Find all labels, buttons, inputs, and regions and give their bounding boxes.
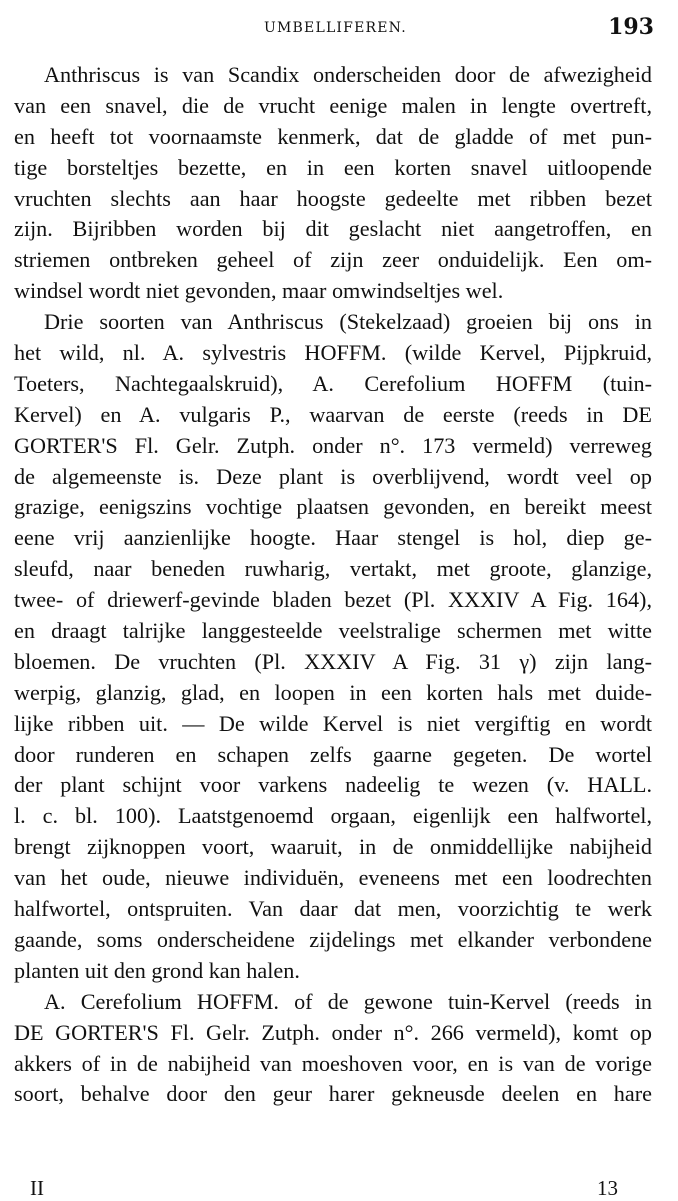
text-line: eene vrij aanzienlijke hoogte. Haar stengel is hol, diep ge- [14,525,652,551]
text-line: de algemeenste is. Deze plant is overblijvend, wordt veel op [14,463,652,489]
text-line: Kervel) en A. vulgaris P., waarvan de eerste (reeds in DE [14,401,652,427]
text-line: der plant schijnt voor varkens nadeelig te wezen (v. HALL. [14,772,652,798]
text-line: van het oude, nieuwe individuën, eveneens met een loodrechten [14,865,652,891]
text-line: GORTER'S Fl. Gelr. Zutph. onder n°. 173 vermeld) verreweg [14,432,652,458]
page-footer [30,1176,618,1200]
text-line: tige borsteltjes bezette, en in een korten snavel uitloopende [14,154,652,180]
body-text [14,60,652,1110]
text-line: het wild, nl. A. sylvestris HOFFM. (wilde Kervel, Pijpkruid, [14,340,652,366]
text-line: akkers of in de nabijheid van moeshoven voor, en is van de vorige [14,1050,652,1076]
text-line: DE GORTER'S Fl. Gelr. Zutph. onder n°. 266 vermeld), komt op [14,1019,652,1045]
text-line: en heeft tot voornaamste kenmerk, dat de gladde of met pun- [14,123,652,149]
page-number: 193 [608,14,654,40]
text-line: brengt zijknoppen voort, waaruit, in de onmiddellijke nabijheid [14,834,652,860]
text-line: sleufd, naar beneden ruwharig, vertakt, met groote, glanzige, [14,556,652,582]
text-line: Anthriscus is van Scandix onderscheiden door de afwezigheid [44,62,652,87]
text-line: windsel wordt niet gevonden, maar omwindseltjes wel. [14,278,504,304]
text-line: lijke ribben uit. — De wilde Kervel is niet vergiftig en wordt [14,710,652,736]
text-line: Toeters, Nachtegaalskruid), A. Cerefolium HOFFM (tuin- [14,370,652,396]
text-line: werpig, glanzig, glad, en loopen in een korten hals met duide- [14,679,652,705]
text-line: gaande, soms onderscheidene zijdelings met elkander verbondene [14,926,652,952]
text-line: grazige, eenigszins vochtige plaatsen gevonden, en bereikt meest [14,494,652,520]
text-line: striemen ontbreken geheel of zijn zeer onduidelijk. Een om- [14,247,652,273]
text-line: door runderen en schapen zelfs gaarne gegeten. De wortel [14,741,652,767]
text-line: Drie soorten van Anthriscus (Stekelzaad) groeien bij ons in [44,309,652,335]
text-line: van een snavel, die de vrucht eenige malen in lengte overtreft, [14,92,652,118]
text-line: vruchten slechts aan haar hoogste gedeelte met ribben bezet [14,185,652,211]
text-line: soort, behalve door den geur harer gekneusde deelen en hare [14,1081,652,1107]
running-head [14,14,654,44]
text-line: twee- of driewerf-gevinde bladen bezet (Pl. XXXIV A Fig. 164), [14,587,652,613]
text-line: l. c. bl. 100). Laatstgenoemd orgaan, eigenlijk een halfwortel, [14,803,652,829]
text-line: bloemen. De vruchten (Pl. XXXIV A Fig. 31 γ) zijn lang- [14,648,652,674]
text-line: halfwortel, ontspruiten. Van daar dat men, voorzichtig te werk [14,896,652,922]
signature-mark-left: II [30,1176,44,1200]
text-line: A. Cerefolium HOFFM. of de gewone tuin-Kervel (reeds in [44,988,652,1014]
signature-mark-right: 13 [597,1176,618,1200]
running-title: UMBELLIFEREN. [264,20,407,36]
text-line: zijn. Bijribben worden bij dit geslacht niet aangetroffen, en [14,216,652,242]
text-line: planten uit den grond kan halen. [14,957,300,983]
text-line: en draagt talrijke langgesteelde veelstralige schermen met witte [14,618,652,644]
